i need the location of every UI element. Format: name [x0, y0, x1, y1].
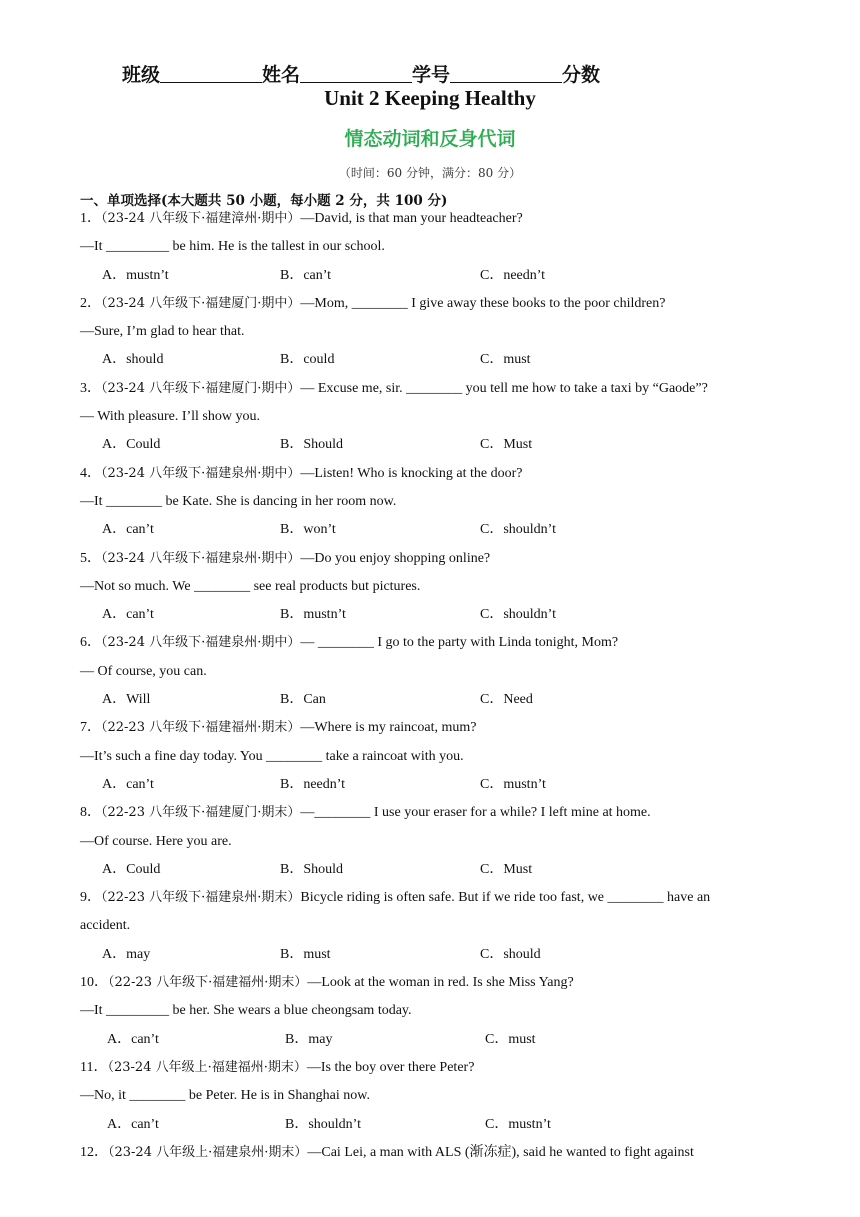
class-blank[interactable]: [160, 64, 262, 83]
question-stem-line: [80, 1054, 780, 1082]
question-item: [80, 205, 780, 290]
question-stem: —Where is my raincoat, mum?: [300, 720, 477, 736]
answer-option[interactable]: C．should: [480, 946, 541, 962]
question-stem-line: [80, 884, 780, 912]
name-label: 姓名: [262, 64, 301, 86]
question-stem: —Mom, ________ I give away these books to the poor children?: [300, 295, 666, 311]
question-item: [80, 884, 780, 969]
question-stem: —Cai Lei, a man with ALS (渐冻症), said he wanted to fight against: [307, 1144, 694, 1160]
question-item: [80, 460, 780, 545]
question-stem-line: [80, 969, 780, 997]
answer-option[interactable]: A．should: [102, 352, 164, 368]
question-response-line: —It _________ be him. He is the tallest in our school.: [80, 239, 385, 255]
name-blank[interactable]: [300, 64, 412, 83]
question-response-line: — Of course, you can.: [80, 663, 207, 679]
question-number: 12．: [80, 1144, 108, 1160]
answer-option[interactable]: A．can’t: [102, 776, 154, 792]
question-stem: —Do you enjoy shopping online?: [300, 550, 491, 566]
exam-meta: （时间：60 分钟，满分：80 分）: [338, 166, 522, 180]
question-response-line: —It _________ be her. She wears a blue cheongsam today.: [80, 1003, 412, 1019]
question-source: （22-23 八年级下·福建泉州·期末）: [101, 890, 301, 906]
question-number: 9．: [80, 890, 101, 906]
answer-option[interactable]: B．may: [285, 1031, 333, 1047]
question-stem-line: [80, 545, 780, 573]
question-response-line: —Of course. Here you are.: [80, 833, 232, 849]
answer-option[interactable]: B．can’t: [280, 267, 332, 283]
answer-option[interactable]: A．mustn’t: [102, 267, 169, 283]
question-stem-line: [80, 1139, 780, 1167]
question-response-line: —Sure, I’m glad to hear that.: [80, 324, 245, 340]
id-blank[interactable]: [450, 64, 562, 83]
question-source: （23-24 八年级下·福建泉州·期中）: [101, 465, 301, 481]
question-stem: —David, is that man your headteacher?: [300, 211, 523, 226]
question-source: （23-24 八年级上·福建泉州·期末）: [108, 1144, 308, 1160]
question-response-line: —No, it ________ be Peter. He is in Shanghai now.: [80, 1088, 370, 1104]
options-row: [80, 601, 780, 629]
question-response-line: —It’s such a fine day today. You ________ take a raincoat with you.: [80, 748, 464, 764]
answer-option[interactable]: A．Could: [102, 437, 161, 453]
question-source: （22-23 八年级下·福建福州·期末）: [101, 720, 301, 736]
question-stem-line: [80, 629, 780, 657]
question-stem-line: [80, 799, 780, 827]
question-number: 5．: [80, 550, 101, 566]
question-item: [80, 545, 780, 630]
options-row: [80, 771, 780, 799]
answer-option[interactable]: A．can’t: [102, 522, 154, 538]
answer-option[interactable]: C．Must: [480, 437, 533, 453]
question-number: 1．: [80, 211, 101, 226]
answer-option[interactable]: A．may: [102, 946, 151, 962]
answer-option[interactable]: C．mustn’t: [485, 1116, 551, 1132]
page-subtitle: 情态动词和反身代词: [344, 128, 516, 150]
question-stem: Bicycle riding is often safe. But if we ride too fast, we ________ have an: [300, 890, 711, 906]
question-response-line: —Not so much. We ________ see real products but pictures.: [80, 578, 421, 594]
question-item: [80, 1054, 780, 1139]
question-stem-line: [80, 205, 780, 233]
question-stem-line: [80, 290, 780, 318]
options-row: [80, 941, 780, 969]
answer-option[interactable]: A．can’t: [102, 607, 154, 623]
answer-option[interactable]: B．Should: [280, 861, 344, 877]
question-source: （23-24 八年级下·福建泉州·期中）: [101, 550, 301, 566]
question-item: [80, 799, 780, 884]
answer-option[interactable]: A．can’t: [107, 1116, 159, 1132]
answer-option[interactable]: C．shouldn’t: [480, 522, 556, 538]
answer-option[interactable]: B．needn’t: [280, 776, 346, 792]
question-stem-line: [80, 375, 780, 403]
options-row: [80, 1026, 780, 1054]
options-row: [80, 346, 780, 374]
question-number: 8．: [80, 805, 101, 821]
answer-option[interactable]: C．Must: [480, 861, 533, 877]
question-item: [80, 375, 780, 460]
question-item: [80, 629, 780, 714]
question-response-line: — With pleasure. I’ll show you.: [80, 409, 260, 425]
class-label: 班级: [122, 64, 161, 86]
question-response-line: —It ________ be Kate. She is dancing in her room now.: [80, 493, 397, 509]
question-source: （22-23 八年级下·福建福州·期末）: [108, 975, 308, 991]
question-number: 4．: [80, 465, 101, 481]
answer-option[interactable]: B．could: [280, 352, 335, 368]
question-number: 6．: [80, 635, 101, 651]
question-stem: — Excuse me, sir. ________ you tell me how to take a taxi by “Gaode”?: [300, 380, 708, 396]
question-stem: —Look at the woman in red. Is she Miss Yang?: [307, 975, 574, 991]
question-stem: — ________ I go to the party with Linda tonight, Mom?: [300, 635, 619, 651]
answer-option[interactable]: C．mustn’t: [480, 776, 546, 792]
options-row: [80, 686, 780, 714]
options-row: [80, 431, 780, 459]
question-stem: —Listen! Who is knocking at the door?: [300, 465, 523, 481]
question-source: （23-24 八年级下·福建厦门·期中）: [101, 295, 301, 311]
options-row: [80, 1111, 780, 1139]
answer-option[interactable]: A．can’t: [107, 1031, 159, 1047]
answer-option[interactable]: A．Will: [102, 692, 151, 708]
question-response-line: accident.: [80, 918, 131, 934]
answer-option[interactable]: C．needn’t: [480, 267, 546, 283]
question-source: （23-24 八年级下·福建厦门·期中）: [101, 380, 301, 396]
section-heading: 一、单项选择(本大题共 50 小题，每小题 2 分，共 100 分): [80, 193, 448, 209]
question-stem: —Is the boy over there Peter?: [306, 1059, 475, 1075]
question-item: [80, 969, 780, 1054]
question-number: 7．: [80, 720, 101, 736]
question-number: 3．: [80, 380, 101, 396]
question-item: [80, 290, 780, 375]
answer-option[interactable]: C．Need: [480, 692, 533, 708]
question-number: 2．: [80, 295, 101, 311]
answer-option[interactable]: C．must: [485, 1031, 536, 1047]
question-stem-line: [80, 714, 780, 742]
score-label: 分数: [562, 64, 601, 86]
answer-option[interactable]: A．Could: [102, 861, 161, 877]
answer-option[interactable]: B．mustn’t: [280, 607, 346, 623]
question-item: [80, 1139, 780, 1167]
answer-option[interactable]: B．Can: [280, 692, 326, 708]
question-number: 10．: [80, 975, 108, 991]
question-stem-line: [80, 460, 780, 488]
question-stem: —________ I use your eraser for a while? I left mine at home.: [300, 805, 651, 821]
question-item: [80, 714, 780, 799]
question-number: 11．: [80, 1059, 108, 1075]
answer-option[interactable]: B．shouldn’t: [285, 1116, 361, 1132]
answer-option[interactable]: B．won’t: [280, 522, 336, 538]
answer-option[interactable]: B．must: [280, 946, 331, 962]
question-source: （22-23 八年级下·福建厦门·期末）: [101, 805, 301, 821]
question-source: （23-24 八年级下·福建漳州·期中）: [101, 211, 301, 226]
answer-option[interactable]: B．Should: [280, 437, 344, 453]
options-row: [80, 856, 780, 884]
options-row: [80, 516, 780, 544]
page-title: Unit 2 Keeping Healthy: [324, 86, 536, 110]
answer-option[interactable]: C．shouldn’t: [480, 607, 556, 623]
question-source: （23-24 八年级下·福建泉州·期中）: [101, 635, 301, 651]
answer-option[interactable]: C．must: [480, 352, 531, 368]
question-list: [80, 205, 780, 1167]
question-source: （23-24 八年级上·福建福州·期末）: [107, 1059, 307, 1075]
student-info-line: [122, 60, 600, 87]
options-row: [80, 262, 780, 290]
id-label: 学号: [412, 64, 451, 86]
